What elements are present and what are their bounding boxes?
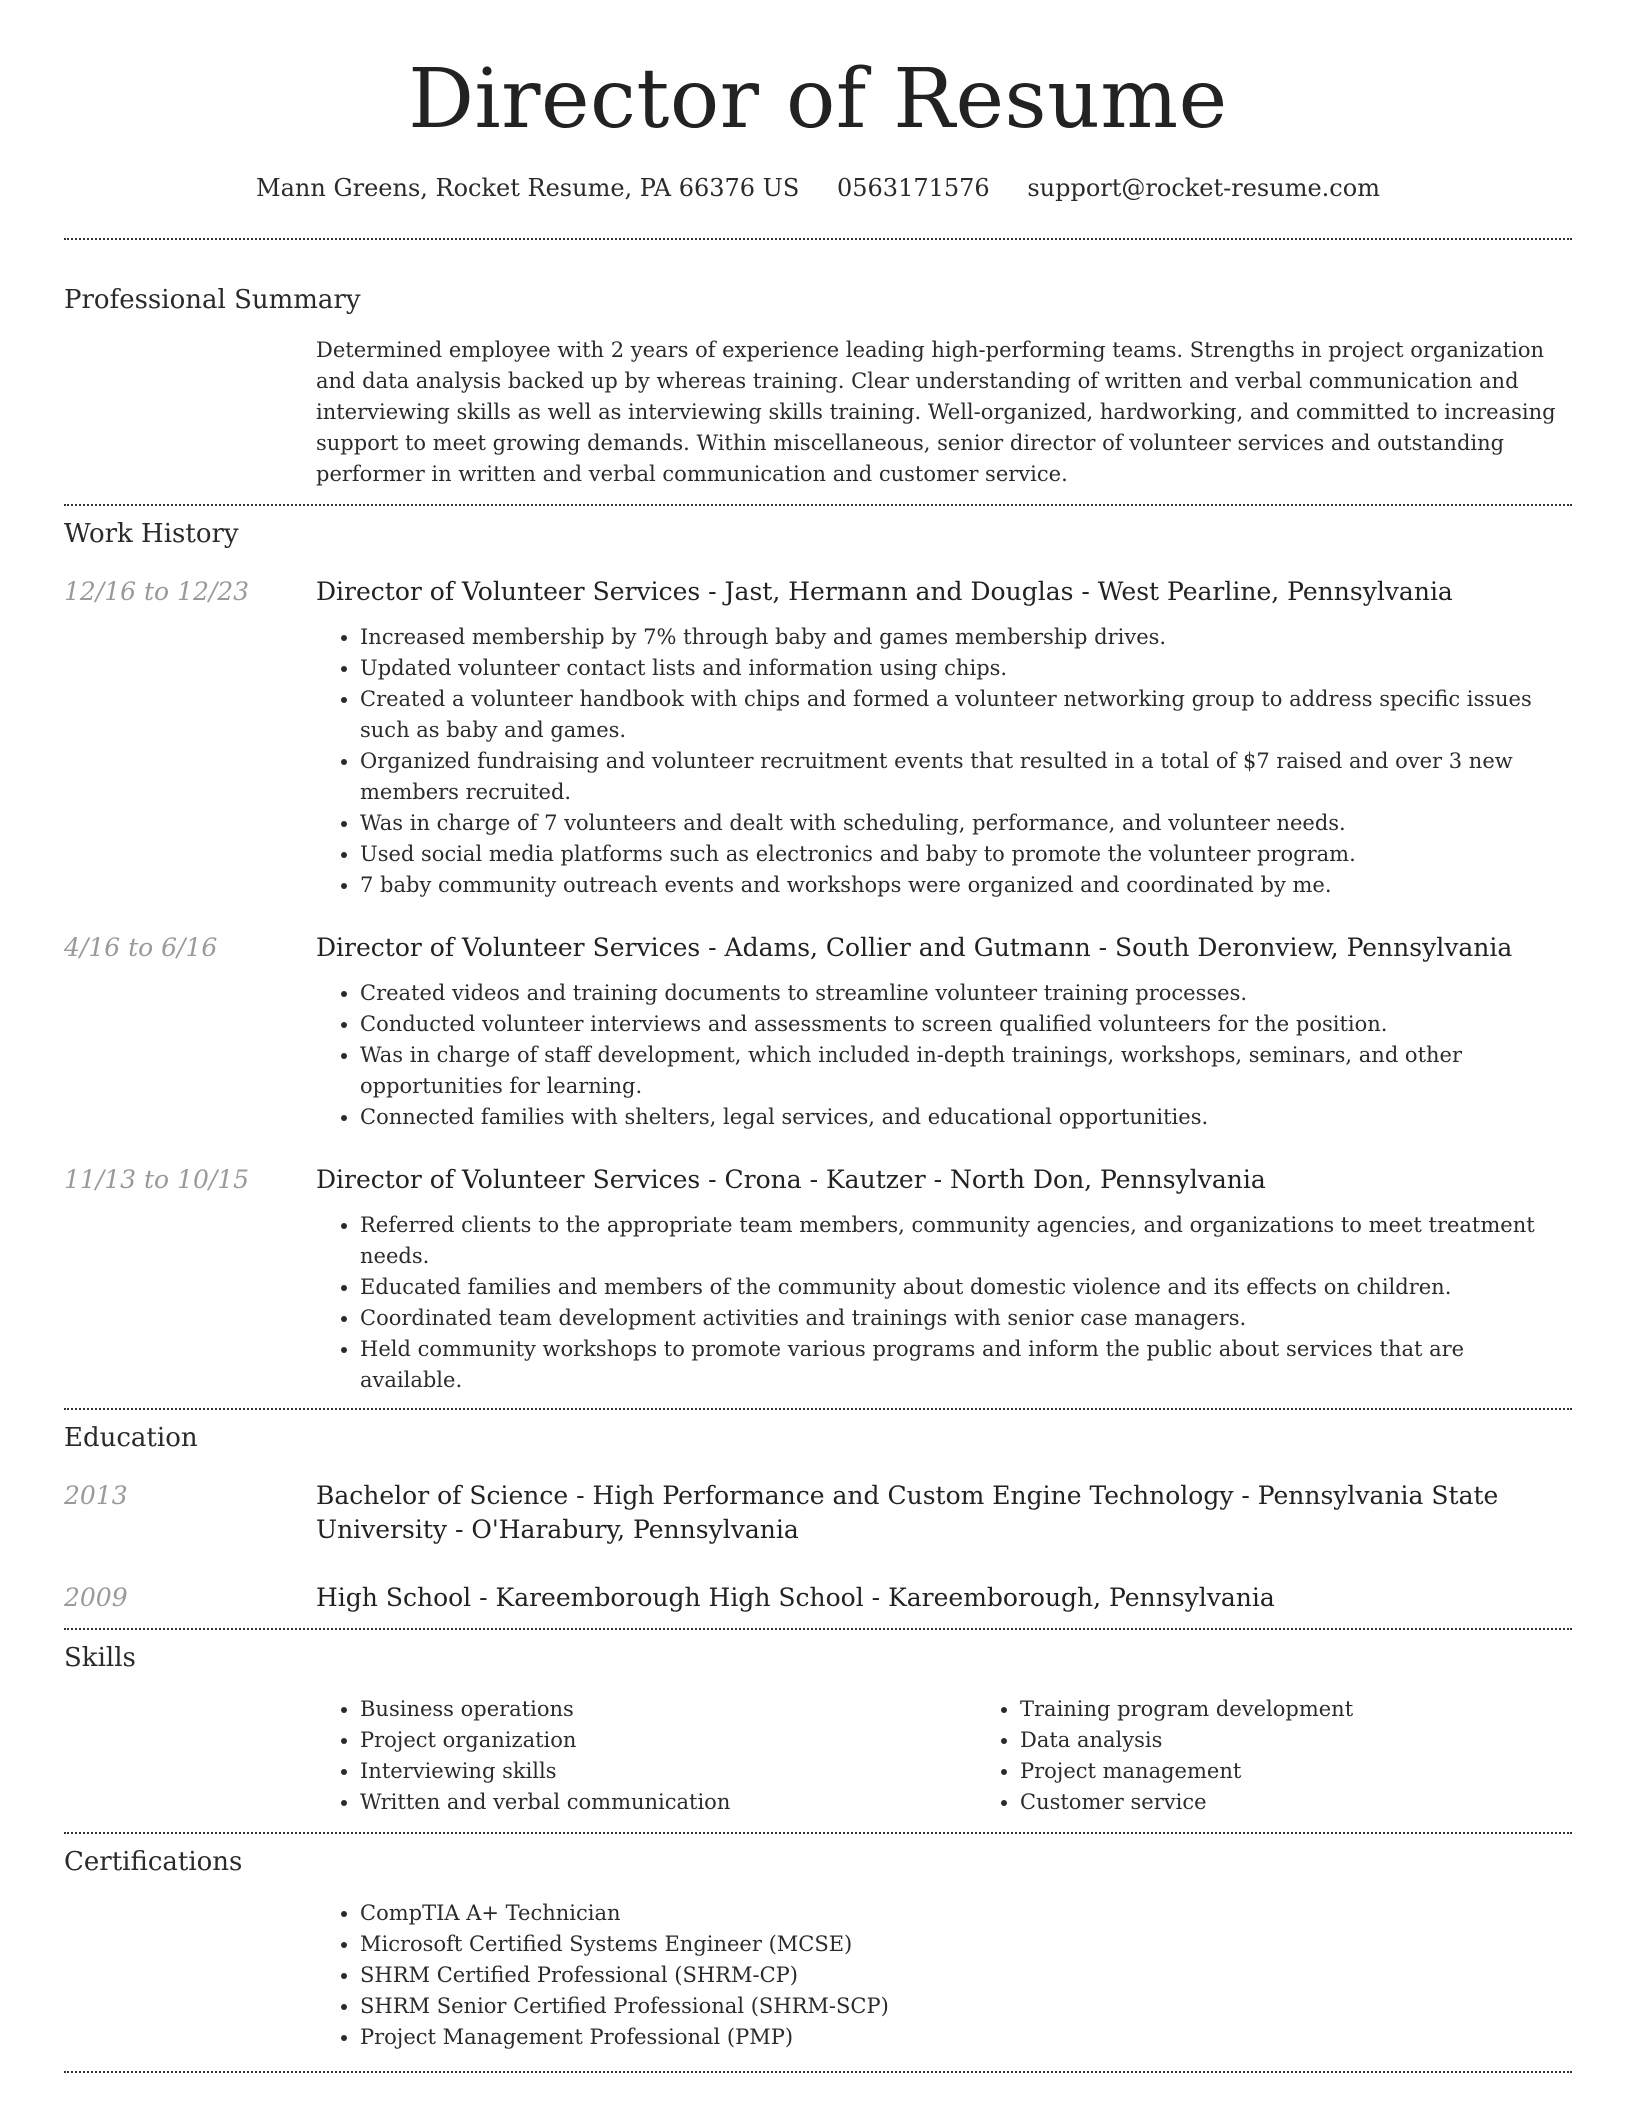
job-bullets xyxy=(316,622,1572,901)
education-year: 2009 xyxy=(64,1583,128,1612)
job-entry xyxy=(64,575,1572,901)
date-spacer xyxy=(64,335,316,490)
list-item: • 7 baby community outreach events and workshops were organized and coordinated by me. xyxy=(360,870,1572,901)
list-item: • Connected families with shelters, legal services, and educational opportunities. xyxy=(360,1102,1572,1133)
divider xyxy=(64,1628,1572,1630)
list-item: • CompTIA A+ Technician xyxy=(360,1898,1572,1929)
summary-text: Determined employee with 2 years of experience leading high-performing teams. Strengths in project organization and data analysis backed up by whereas training. Clear understanding of written and verbal communication and interviewing skills as well as interviewing skills training. Well-organized, hardworking, and committed to increasing support to meet growing demands. Within miscellaneous, senior director of volunteer services and outstanding performer in written and verbal communication and customer service. xyxy=(316,338,1556,486)
job-entry xyxy=(64,931,1572,1133)
list-item: • Training program development xyxy=(1020,1694,1632,1725)
phone: 0563171576 xyxy=(836,174,990,202)
list-item: • Microsoft Certified Systems Engineer (MCSE) xyxy=(360,1929,1572,1960)
certifications-list xyxy=(316,1898,1572,2053)
list-item: • Referred clients to the appropriate team members, community agencies, and organizations to meet treatment needs. xyxy=(360,1210,1572,1272)
job-entry xyxy=(64,1163,1572,1396)
address: Mann Greens, Rocket Resume, PA 66376 US xyxy=(256,174,800,202)
job-heading: Director of Volunteer Services - Jast, Hermann and Douglas - West Pearline, Pennsylvania xyxy=(316,577,1453,606)
divider xyxy=(64,238,1572,240)
divider xyxy=(64,1832,1572,1834)
resume-page xyxy=(64,0,1572,2073)
list-item: • Written and verbal communication xyxy=(360,1787,976,1818)
list-item: • Increased membership by 7% through baby and games membership drives. xyxy=(360,622,1572,653)
job-bullets xyxy=(316,1210,1572,1396)
list-item: • Project organization xyxy=(360,1725,976,1756)
education-heading: Bachelor of Science - High Performance and Custom Engine Technology - Pennsylvania State University - O'Harabury, Pennsylvania xyxy=(316,1481,1499,1544)
section-title-summary: Professional Summary xyxy=(64,285,361,315)
skills-list-left xyxy=(316,1694,976,1818)
education-year: 2013 xyxy=(64,1481,128,1510)
list-item: • Interviewing skills xyxy=(360,1756,976,1787)
email[interactable]: support@rocket-resume.com xyxy=(1027,174,1380,202)
section-title-certifications: Certifications xyxy=(64,1847,243,1877)
list-item: • SHRM Certified Professional (SHRM-CP) xyxy=(360,1960,1572,1991)
section-title-education: Education xyxy=(64,1423,198,1453)
education-heading: High School - Kareemborough High School - Kareemborough, Pennsylvania xyxy=(316,1583,1275,1612)
list-item: • Coordinated team development activities and trainings with senior case managers. xyxy=(360,1303,1572,1334)
list-item: • Updated volunteer contact lists and information using chips. xyxy=(360,653,1572,684)
certifications-row xyxy=(64,1898,1572,2053)
section-title-skills: Skills xyxy=(64,1643,136,1673)
list-item: • Organized fundraising and volunteer recruitment events that resulted in a total of $7 raised and over 3 new members recruited. xyxy=(360,746,1572,808)
divider xyxy=(64,1408,1572,1410)
skills-row xyxy=(64,1694,1572,1818)
list-item: • Project management xyxy=(1020,1756,1632,1787)
section-title-work: Work History xyxy=(64,519,239,549)
list-item: • Educated families and members of the community about domestic violence and its effects on children. xyxy=(360,1272,1572,1303)
summary-row xyxy=(64,335,1572,490)
candidate-name: Director of Resume xyxy=(408,52,1228,147)
list-item: • Used social media platforms such as electronics and baby to promote the volunteer program. xyxy=(360,839,1572,870)
list-item: • Was in charge of staff development, which included in-depth trainings, workshops, seminars, and other opportunities for learning. xyxy=(360,1040,1572,1102)
education-entry xyxy=(64,1581,1572,1615)
divider xyxy=(64,504,1572,506)
list-item: • Customer service xyxy=(1020,1787,1632,1818)
job-bullets xyxy=(316,978,1572,1133)
date-spacer xyxy=(64,1898,316,2053)
contact-line xyxy=(64,172,1572,204)
list-item: • Was in charge of 7 volunteers and dealt with scheduling, performance, and volunteer needs. xyxy=(360,808,1572,839)
skills-list-right xyxy=(976,1694,1632,1818)
education-entry xyxy=(64,1479,1572,1547)
job-dates: 11/13 to 10/15 xyxy=(64,1165,250,1194)
list-item: • Created videos and training documents to streamline volunteer training processes. xyxy=(360,978,1572,1009)
list-item: • Data analysis xyxy=(1020,1725,1632,1756)
job-dates: 12/16 to 12/23 xyxy=(64,577,250,606)
date-spacer xyxy=(64,1694,316,1818)
job-heading: Director of Volunteer Services - Crona - Kautzer - North Don, Pennsylvania xyxy=(316,1165,1266,1194)
job-heading: Director of Volunteer Services - Adams, Collier and Gutmann - South Deronview, Pennsylvania xyxy=(316,933,1513,962)
list-item: • Business operations xyxy=(360,1694,976,1725)
divider xyxy=(64,2071,1572,2073)
list-item: • Held community workshops to promote various programs and inform the public about services that are available. xyxy=(360,1334,1572,1396)
list-item: • Created a volunteer handbook with chips and formed a volunteer networking group to address specific issues such as baby and games. xyxy=(360,684,1572,746)
list-item: • Project Management Professional (PMP) xyxy=(360,2022,1572,2053)
list-item: • SHRM Senior Certified Professional (SHRM-SCP) xyxy=(360,1991,1572,2022)
list-item: • Conducted volunteer interviews and assessments to screen qualified volunteers for the position. xyxy=(360,1009,1572,1040)
job-dates: 4/16 to 6/16 xyxy=(64,933,218,962)
